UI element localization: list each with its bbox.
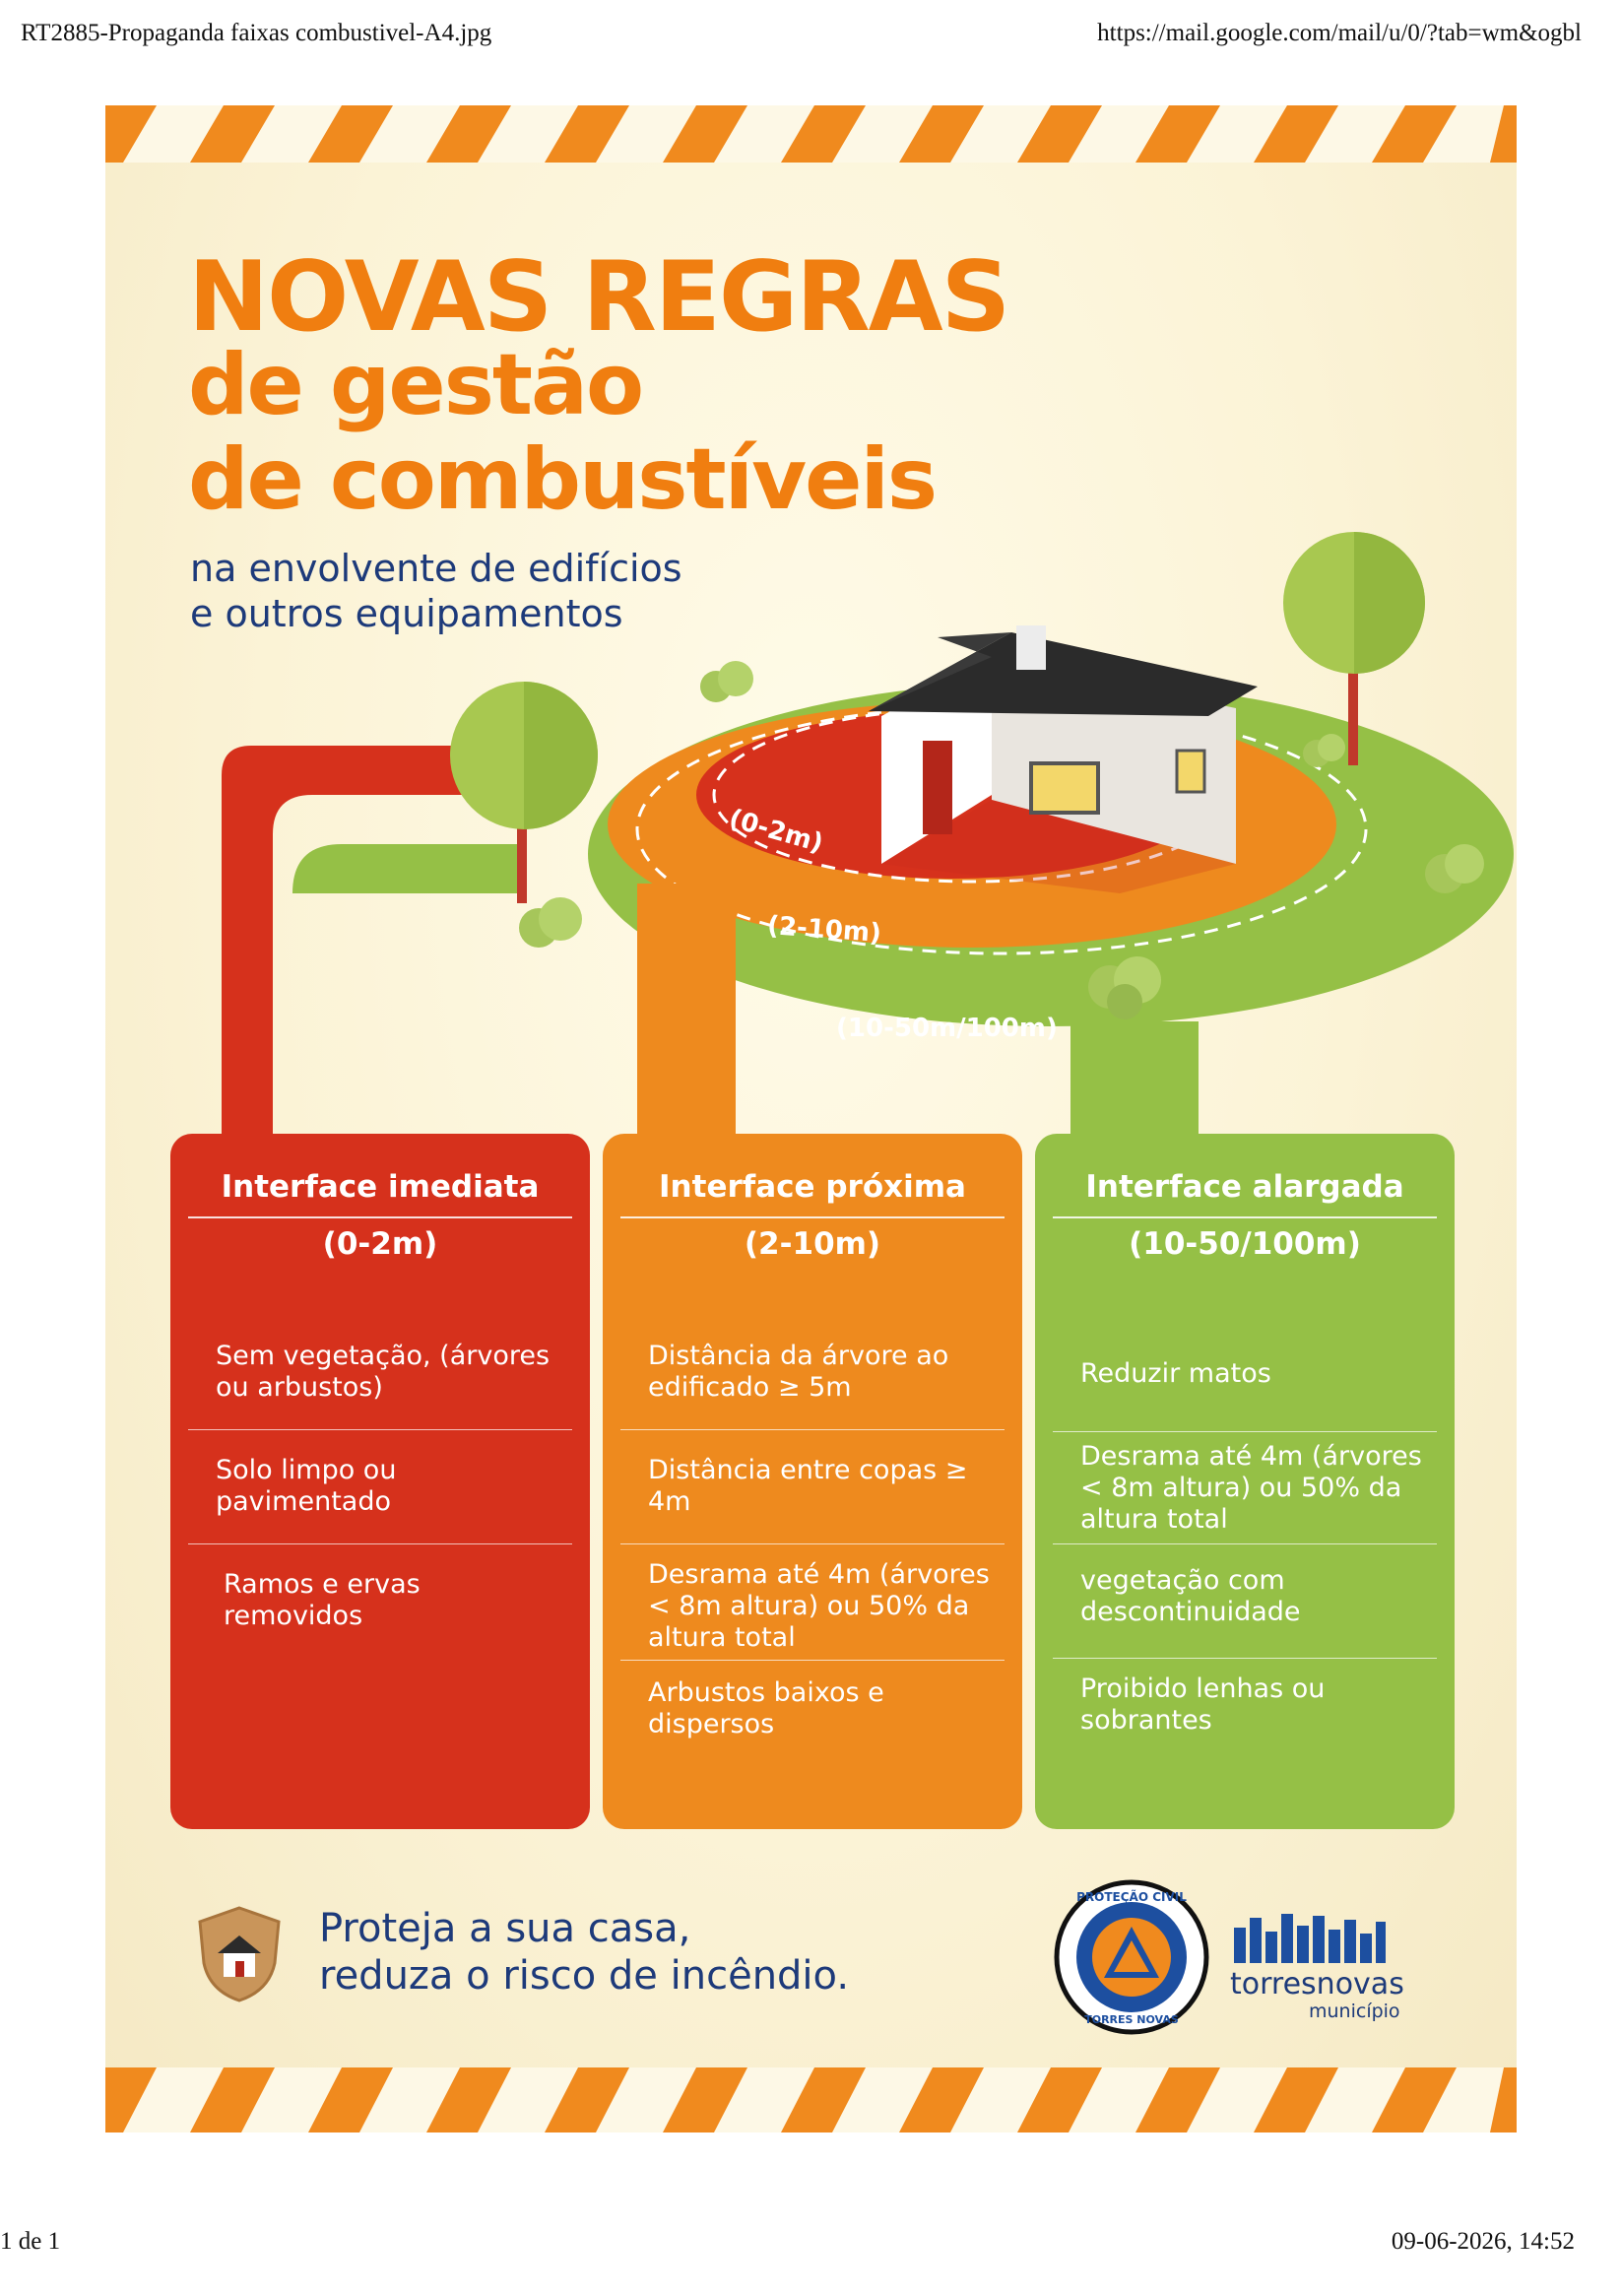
shrub-icon [700,661,753,702]
house-shield-icon [192,1904,287,2002]
card-item: Distância entre copas ≥ 4m [648,1455,968,1517]
card-item: Sem vegetação, (árvores ou arbustos) [216,1341,551,1403]
poster-title-line2: de gestão [188,336,643,434]
card-title: Interface alargada [1085,1169,1404,1205]
poster-title-line3: de combustíveis [188,430,937,529]
card-item: Desrama até 4m (árvores < 8m altura) ou 50% da altura total [648,1559,990,1653]
orange-connector-path [637,884,736,1134]
card-item: Reduzir matos [1080,1358,1271,1389]
svg-text:PROTEÇÃO CIVIL: PROTEÇÃO CIVIL [1076,1890,1187,1904]
card-item-divider [620,1429,1005,1430]
green-connector-path [1070,1021,1199,1134]
card-item: vegetação com descontinuidade [1080,1565,1301,1627]
url-header: https://mail.google.com/mail/u/0/?tab=wm&ogbl [1097,20,1582,46]
card-range: (0-2m) [322,1226,438,1262]
municipio-sub: município [1309,2001,1400,2022]
protecao-civil-logo [1054,1879,1209,2035]
card-item-divider [620,1543,1005,1544]
card-interface-imediata [170,1134,590,1829]
card-title-divider [188,1216,572,1218]
poster-subtitle-line2: e outros equipamentos [190,592,623,635]
card-item: Arbustos baixos e dispersos [648,1677,884,1739]
poster-subtitle-line1: na envolvente de edifícios [190,547,682,590]
card-item: Distância da árvore ao edificado ≥ 5m [648,1341,949,1403]
zone-label-outer: (10-50m/100m) [836,1014,1058,1043]
zone-label-middle: (2-10m) [766,910,882,950]
card-item-divider [1053,1431,1437,1432]
card-item-divider [1053,1543,1437,1544]
zone-label-inner: (0-2m) [725,804,827,859]
card-item: Desrama até 4m (árvores < 8m altura) ou 50% da altura total [1080,1441,1422,1535]
poster [105,105,1517,2132]
card-item: Solo limpo ou pavimentado [216,1455,397,1517]
card-title: Interface imediata [221,1169,540,1205]
card-interface-alargada [1035,1134,1455,1829]
card-item-divider [188,1543,572,1544]
card-item-divider [188,1429,572,1430]
card-item-divider [620,1660,1005,1661]
card-range: (2-10m) [744,1226,881,1262]
card-title-divider [1053,1216,1437,1218]
bottom-hazard-stripes [105,2067,1517,2132]
card-item-divider [1053,1658,1437,1659]
poster-title-line1: NOVAS REGRAS [188,241,1009,354]
torres-novas-skyline-icon [1230,1908,1388,1967]
slogan-line2: reduza o risco de incêndio. [319,1953,850,1999]
file-name-header: RT2885-Propaganda faixas combustivel-A4.jpg [21,20,492,46]
card-title: Interface próxima [659,1169,966,1205]
card-interface-proxima [603,1134,1022,1829]
datetime-footer: 09-06-2026, 14:52 [1391,2228,1575,2255]
slogan-line1: Proteja a sua casa, [319,1906,691,1951]
card-item: Proibido lenhas ou sobrantes [1080,1673,1326,1736]
svg-text:TORRES NOVAS: TORRES NOVAS [1084,2013,1179,2026]
page-count-footer: 1 de 1 [0,2228,61,2255]
card-title-divider [620,1216,1005,1218]
zone-illustration [105,105,1517,1189]
municipio-name: torresnovas [1230,1967,1404,2001]
card-range: (10-50/100m) [1129,1226,1361,1262]
card-item: Ramos e ervas removidos [224,1569,421,1631]
house-icon [869,625,1258,893]
shrub-icon [519,897,582,948]
